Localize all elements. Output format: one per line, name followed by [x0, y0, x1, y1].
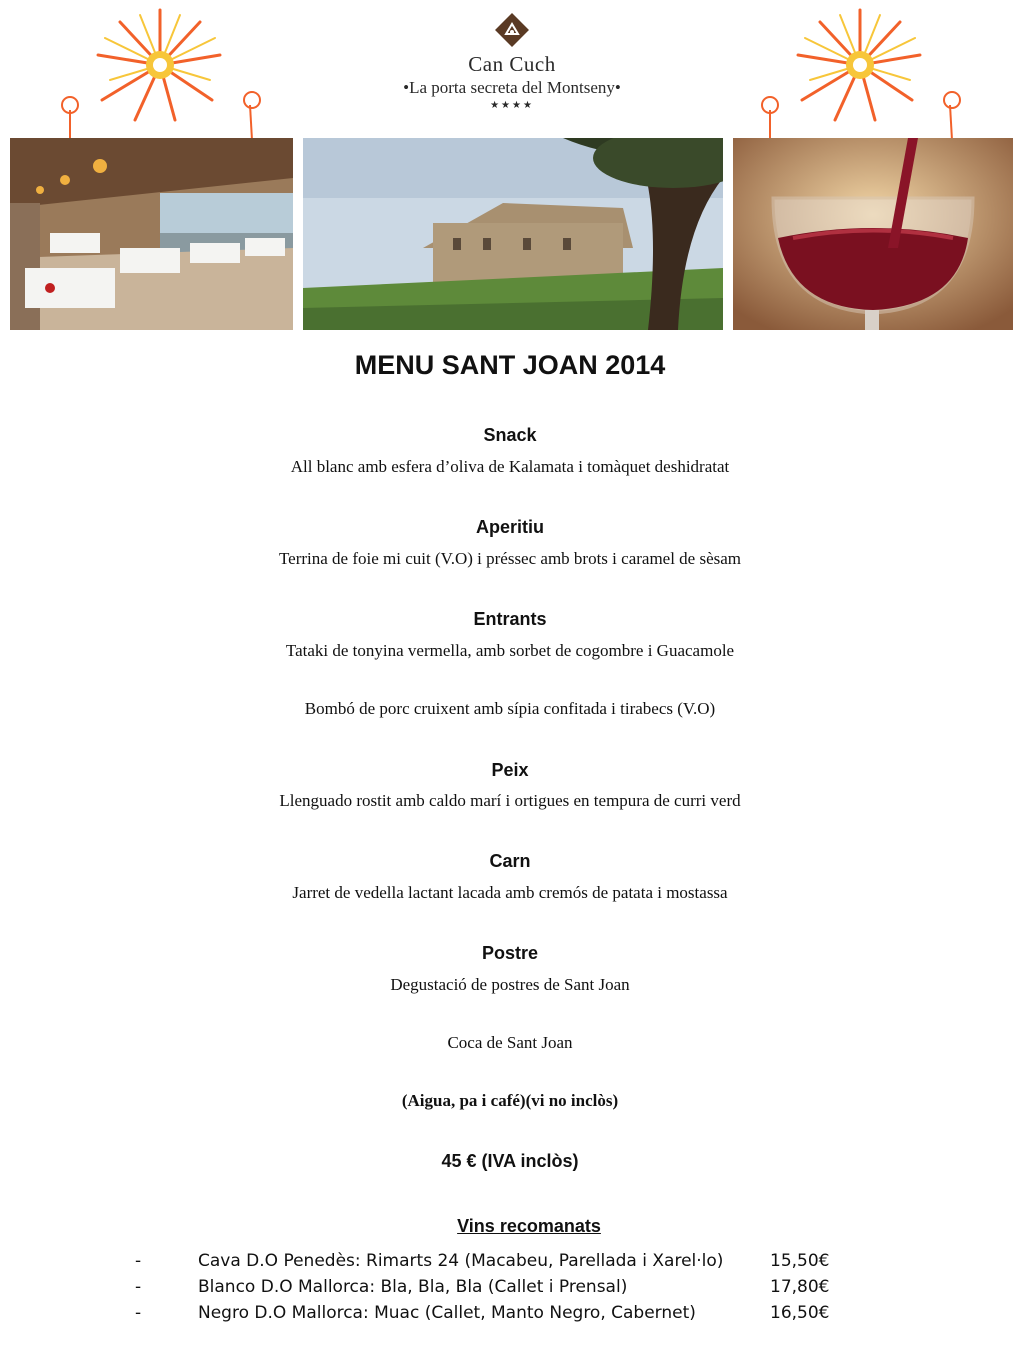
page-header: [0, 0, 1024, 140]
section-heading-entrants: Entrants: [473, 609, 547, 629]
list-bullet: -: [135, 1277, 142, 1297]
fireworks-right-icon: [740, 0, 980, 140]
wine-name: Negro D.O Mallorca: Muac (Callet, Manto Negro, Cabernet): [198, 1303, 696, 1323]
hotel-stars: ★★★★: [490, 100, 534, 111]
logo: [380, 10, 644, 111]
wine-row: [0, 1251, 1024, 1277]
red-wine-glass-photo: [733, 138, 1013, 330]
brand-name: Can Cuch: [468, 52, 556, 76]
dish-item: Coca de Sant Joan: [447, 1033, 573, 1052]
dish-item: All blanc amb esfera d’oliva de Kalamata i tomàquet deshidratat: [290, 457, 730, 476]
section-heading-postre: Postre: [481, 943, 539, 963]
wine-price: 17,80€: [770, 1277, 830, 1297]
section-heading-aperitiu: Aperitiu: [475, 517, 544, 537]
section-heading-peix: Peix: [491, 760, 529, 780]
menu-title: MENU SANT JOAN 2014: [354, 350, 666, 380]
wine-row: [0, 1303, 1024, 1329]
wine-name: Blanco D.O Mallorca: Bla, Bla, Bla (Callet i Prensal): [198, 1277, 628, 1297]
logo-diamond-icon: [492, 10, 532, 50]
list-bullet: -: [135, 1251, 142, 1271]
stone-farmhouse-photo: [303, 138, 723, 330]
wine-row: [0, 1277, 1024, 1303]
section-heading-carn: Carn: [489, 851, 531, 871]
wines-title: Vins recomanats: [457, 1216, 601, 1236]
dish-item: Jarret de vedella lactant lacada amb cremós de patata i mostassa: [292, 883, 728, 902]
fireworks-left-icon: [40, 0, 280, 140]
wine-price: 16,50€: [770, 1303, 830, 1323]
menu-price: 45 € (IVA inclòs): [441, 1151, 579, 1171]
menu-note: (Aigua, pa i café)(vi no inclòs): [401, 1091, 619, 1110]
dish-item: Terrina de foie mi cuit (V.O) i préssec amb brots i caramel de sèsam: [278, 549, 742, 568]
wine-price: 15,50€: [770, 1251, 830, 1271]
dish-item: Bombó de porc cruixent amb sípia confitada i tirabecs (V.O): [304, 699, 716, 718]
dish-item: Degustació de postres de Sant Joan: [390, 975, 630, 994]
section-heading-snack: Snack: [483, 425, 537, 445]
wine-name: Cava D.O Penedès: Rimarts 24 (Macabeu, Parellada i Xarel·lo): [198, 1251, 724, 1271]
restaurant-terrace-photo: [10, 138, 293, 330]
list-bullet: -: [135, 1303, 142, 1323]
dish-item: Llenguado rostit amb caldo marí i ortigues en tempura de curri verd: [279, 791, 741, 810]
brand-tagline: •La porta secreta del Montseny•: [403, 78, 621, 97]
dish-item: Tataki de tonyina vermella, amb sorbet de cogombre i Guacamole: [285, 641, 735, 660]
